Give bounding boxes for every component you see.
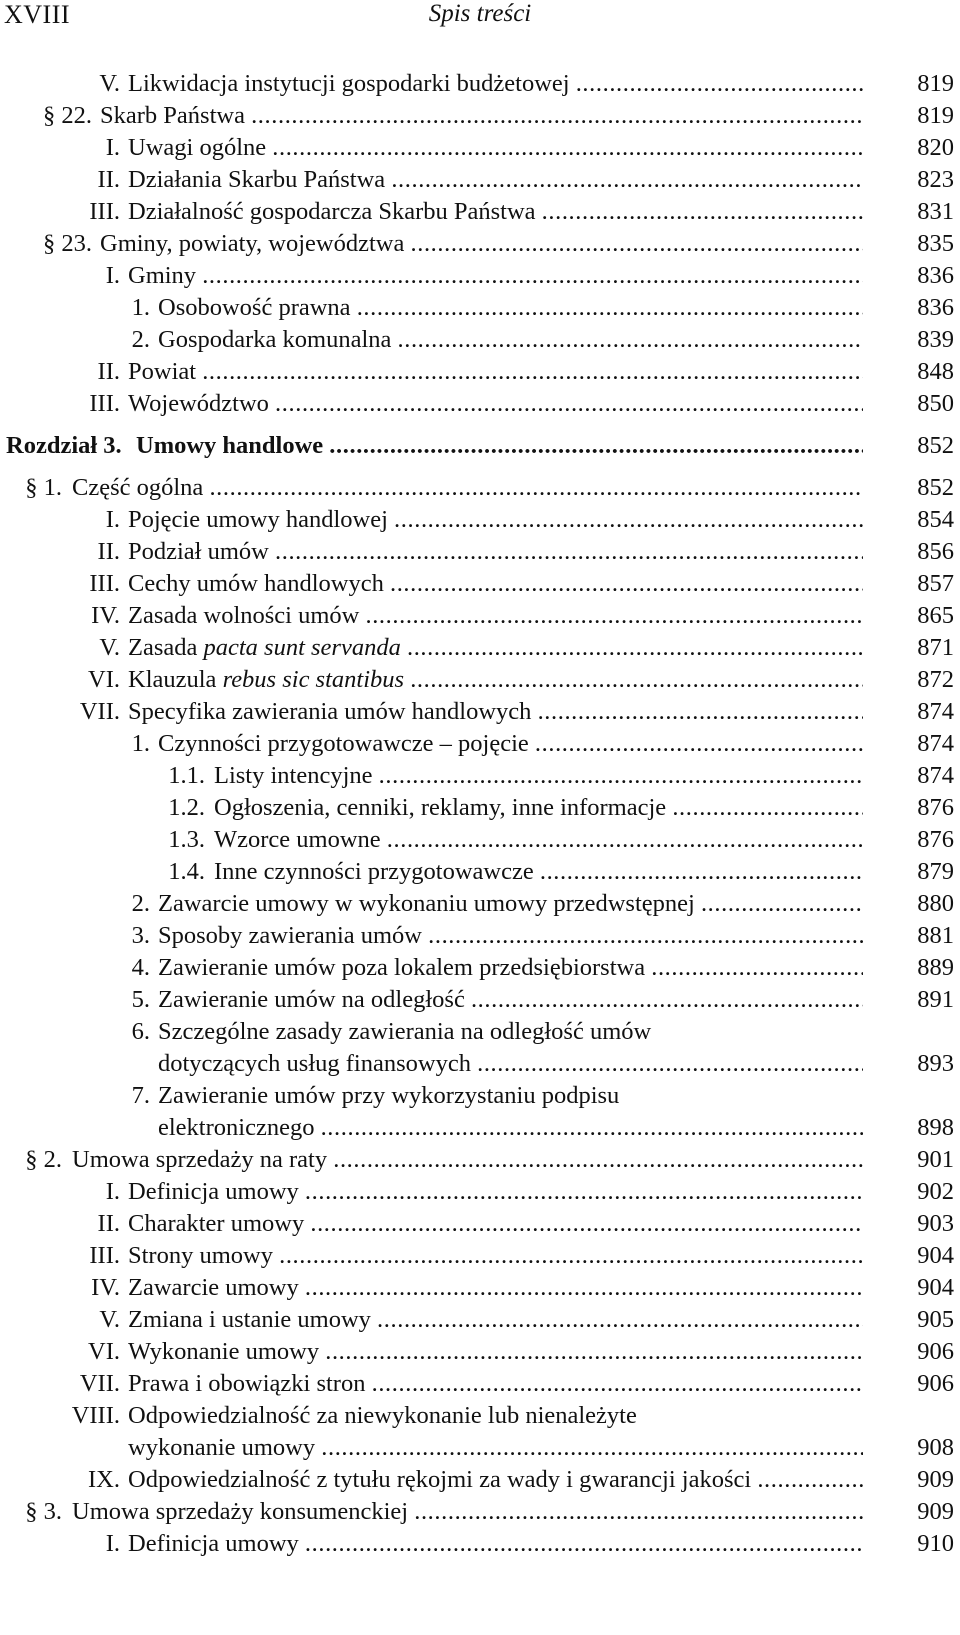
toc-entry-number: I. bbox=[105, 506, 120, 533]
toc-entry-number: Rozdział 3. bbox=[6, 432, 122, 459]
toc-entry[interactable] bbox=[0, 920, 960, 952]
toc-entry-title bbox=[72, 472, 863, 504]
toc-entry-title bbox=[158, 1048, 863, 1080]
toc-entry[interactable] bbox=[0, 1176, 960, 1208]
toc-entry-title bbox=[128, 356, 863, 388]
toc-entry-number: 1.4. bbox=[168, 858, 205, 885]
toc-entry-text: Definicja umowy bbox=[128, 1178, 299, 1205]
toc-page-number: 908 bbox=[917, 1434, 954, 1461]
toc-page-number: 909 bbox=[917, 1498, 954, 1525]
toc-entry-number: III. bbox=[89, 570, 120, 597]
toc-entry-number: III. bbox=[89, 198, 120, 225]
toc-entry[interactable] bbox=[0, 1016, 960, 1048]
toc-entry[interactable] bbox=[0, 1464, 960, 1496]
toc-entry-text: Pojęcie umowy handlowej bbox=[128, 506, 388, 533]
toc-page-number: 903 bbox=[917, 1210, 954, 1237]
toc-entry-text: Specyfika zawierania umów handlowych bbox=[128, 698, 532, 725]
toc-entry-number: 2. bbox=[131, 326, 150, 353]
toc-entry[interactable] bbox=[0, 952, 960, 984]
toc-entry-number: 3. bbox=[131, 922, 150, 949]
toc-entry-text: Skarb Państwa bbox=[100, 102, 245, 129]
toc-entry-title bbox=[72, 1144, 863, 1176]
toc-entry-title bbox=[158, 1112, 863, 1144]
toc-entry-number: II. bbox=[97, 358, 120, 385]
toc-chapter-row[interactable] bbox=[0, 430, 960, 462]
toc-entry-continuation[interactable] bbox=[0, 1112, 960, 1144]
toc-entry-title bbox=[128, 1304, 863, 1336]
toc-entry-text: Listy intencyjne bbox=[214, 762, 373, 789]
toc-entry-number: IX. bbox=[88, 1466, 120, 1493]
toc-entry-number: 6. bbox=[131, 1018, 150, 1045]
toc-page-number: 881 bbox=[917, 922, 954, 949]
toc-entry-text: Powiat bbox=[128, 358, 197, 385]
toc-entry-title bbox=[128, 696, 863, 728]
toc-entry-number: 1.1. bbox=[168, 762, 205, 789]
toc-entry[interactable] bbox=[0, 696, 960, 728]
toc-entry-title bbox=[128, 568, 863, 600]
toc-entry[interactable] bbox=[0, 760, 960, 792]
toc-page-number: 820 bbox=[917, 134, 954, 161]
toc-entry-number: V. bbox=[99, 70, 120, 97]
toc-entry-title bbox=[214, 856, 863, 888]
toc-entry-text: Zawarcie umowy w wykonaniu umowy przedwstępnej bbox=[158, 890, 695, 917]
toc-entry-number: 1.3. bbox=[168, 826, 205, 853]
toc-entry-number: II. bbox=[97, 166, 120, 193]
toc-page-number: 857 bbox=[917, 570, 954, 597]
toc-page-number: 874 bbox=[917, 730, 954, 757]
toc-entry-text: Umowa sprzedaży na raty bbox=[72, 1146, 328, 1173]
toc-entry-text: Zmiana i ustanie umowy bbox=[128, 1306, 371, 1333]
toc-page-number: 876 bbox=[917, 794, 954, 821]
toc-page-number: 839 bbox=[917, 326, 954, 353]
toc-entry[interactable] bbox=[0, 1240, 960, 1272]
toc-page-number: 879 bbox=[917, 858, 954, 885]
toc-entry-text: Gospodarka komunalna bbox=[158, 326, 392, 353]
toc-entry-title bbox=[128, 504, 863, 536]
toc-entry[interactable] bbox=[0, 568, 960, 600]
toc-page-number: 876 bbox=[917, 826, 954, 853]
toc-entry[interactable] bbox=[0, 600, 960, 632]
toc-entry[interactable] bbox=[0, 1368, 960, 1400]
toc-entry-text: Zawieranie umów poza lokalem przedsiębiorstwa bbox=[158, 954, 646, 981]
toc-entry[interactable] bbox=[0, 856, 960, 888]
toc-entry-text: Cechy umów handlowych bbox=[128, 570, 384, 597]
toc-entry-text: elektronicznego bbox=[158, 1114, 315, 1141]
toc-entry-number: § 2. bbox=[25, 1146, 62, 1173]
toc-entry-text: Wzorce umowne bbox=[214, 826, 381, 853]
toc-entry-text: Działalność gospodarcza Skarbu Państwa bbox=[128, 198, 536, 225]
toc-page-number: 891 bbox=[917, 986, 954, 1013]
toc-entry-number: I. bbox=[105, 134, 120, 161]
toc-entry-text: Zawarcie umowy bbox=[128, 1274, 299, 1301]
toc-entry-title bbox=[128, 600, 863, 632]
toc-entry-text: Zasada wolności umów bbox=[128, 602, 360, 629]
toc-entry-text: Zawieranie umów na odległość bbox=[158, 986, 465, 1013]
toc-entry[interactable] bbox=[0, 728, 960, 760]
toc-entry-number: V. bbox=[99, 634, 120, 661]
toc-page-number: 880 bbox=[917, 890, 954, 917]
toc-entry[interactable] bbox=[0, 388, 960, 420]
toc-entry-title bbox=[128, 132, 863, 164]
toc-entry-number: 1. bbox=[131, 294, 150, 321]
toc-entry-title bbox=[158, 888, 863, 920]
toc-entry-text: Ogłoszenia, cenniki, reklamy, inne informacje bbox=[214, 794, 667, 821]
toc-entry-title bbox=[128, 1368, 863, 1400]
toc-entry[interactable] bbox=[0, 632, 960, 664]
toc-page-number: 874 bbox=[917, 698, 954, 725]
toc-entry-continuation[interactable] bbox=[0, 1432, 960, 1464]
toc-entry[interactable] bbox=[0, 164, 960, 196]
toc-page-number: 898 bbox=[917, 1114, 954, 1141]
toc-entry-title: Szczególne zasady zawierania na odległość umów bbox=[158, 1018, 652, 1045]
toc-entry-title bbox=[128, 632, 863, 664]
toc-entry-continuation[interactable] bbox=[0, 1048, 960, 1080]
toc-entry-text: Sposoby zawierania umów bbox=[158, 922, 422, 949]
toc-entry[interactable] bbox=[0, 1080, 960, 1112]
toc-page-number: 909 bbox=[917, 1466, 954, 1493]
toc-entry-text: Część ogólna bbox=[72, 474, 204, 501]
toc-entry-title bbox=[128, 164, 863, 196]
toc-page-number: 856 bbox=[917, 538, 954, 565]
toc-entry[interactable] bbox=[0, 1528, 960, 1560]
toc-entry[interactable] bbox=[0, 196, 960, 228]
toc-entry-title bbox=[158, 292, 863, 324]
toc-page-number: 836 bbox=[917, 294, 954, 321]
toc-entry[interactable] bbox=[0, 100, 960, 132]
toc-entry-text: Gminy bbox=[128, 262, 197, 289]
toc-entry-title bbox=[158, 920, 863, 952]
toc-entry-title bbox=[214, 792, 863, 824]
toc-entry-number: § 1. bbox=[25, 474, 62, 501]
toc-entry[interactable] bbox=[0, 292, 960, 324]
toc-entry[interactable] bbox=[0, 324, 960, 356]
toc-entry-number: II. bbox=[97, 1210, 120, 1237]
toc-page-number: 831 bbox=[917, 198, 954, 225]
toc-entry-text: Definicja umowy bbox=[128, 1530, 299, 1557]
toc-entry-text: Podział umów bbox=[128, 538, 269, 565]
toc-page-number: 865 bbox=[917, 602, 954, 629]
toc-entry-text-italic: pacta sunt servanda bbox=[203, 634, 401, 661]
toc-entry-title: Zawieranie umów przy wykorzystaniu podpisu bbox=[158, 1082, 620, 1109]
toc-page-number: 874 bbox=[917, 762, 954, 789]
toc-entry-number: I. bbox=[105, 1530, 120, 1557]
toc-entry-number: VIII. bbox=[71, 1402, 120, 1429]
toc-entry-title bbox=[128, 388, 863, 420]
toc-entry[interactable] bbox=[0, 1400, 960, 1432]
toc-page-number: 871 bbox=[917, 634, 954, 661]
toc-entry-title bbox=[128, 1336, 863, 1368]
toc-entry[interactable] bbox=[0, 260, 960, 292]
toc-entry-number: VI. bbox=[88, 1338, 120, 1365]
toc-entry-number: § 3. bbox=[25, 1498, 62, 1525]
toc-entry-text: Likwidacja instytucji gospodarki budżetowej bbox=[128, 70, 570, 97]
toc-entry-title bbox=[128, 536, 863, 568]
toc-entry[interactable] bbox=[0, 1208, 960, 1240]
toc-entry-text: Odpowiedzialność z tytułu rękojmi za wady i gwarancji jakości bbox=[128, 1466, 752, 1493]
toc-page-number: 906 bbox=[917, 1338, 954, 1365]
toc-entry-text: wykonanie umowy bbox=[128, 1434, 316, 1461]
toc-entry-text: Uwagi ogólne bbox=[128, 134, 267, 161]
toc-entry-title bbox=[128, 1464, 863, 1496]
toc-entry-title: Odpowiedzialność za niewykonanie lub nienależyte bbox=[128, 1402, 637, 1429]
toc-entry-title bbox=[128, 1176, 863, 1208]
toc-entry-text: Czynności przygotowawcze – pojęcie bbox=[158, 730, 529, 757]
toc-page-number: 872 bbox=[917, 666, 954, 693]
toc-entry[interactable] bbox=[0, 228, 960, 260]
toc-entry-number: § 22. bbox=[43, 102, 92, 129]
toc-entry-title bbox=[100, 100, 863, 132]
toc-entry-number: 5. bbox=[131, 986, 150, 1013]
toc-entry[interactable] bbox=[0, 356, 960, 388]
toc-page-number: 854 bbox=[917, 506, 954, 533]
toc-page-number: 902 bbox=[917, 1178, 954, 1205]
toc-entry-text: Umowy handlowe bbox=[136, 432, 324, 459]
toc-entry-number: 2. bbox=[131, 890, 150, 917]
toc-page-number: 852 bbox=[917, 474, 954, 501]
toc-entry-text: Osobowość prawna bbox=[158, 294, 351, 321]
toc-entry-title bbox=[128, 1208, 863, 1240]
toc-entry[interactable] bbox=[0, 132, 960, 164]
toc-page-number: 889 bbox=[917, 954, 954, 981]
toc-entry-number: III. bbox=[89, 1242, 120, 1269]
toc-entry[interactable] bbox=[0, 984, 960, 1016]
toc-entry-number: IV. bbox=[91, 602, 120, 629]
toc-entry-text: Prawa i obowiązki stron bbox=[128, 1370, 366, 1397]
toc-page-number: 904 bbox=[917, 1242, 954, 1269]
toc-entry-title bbox=[128, 1432, 863, 1464]
toc-entry-title bbox=[72, 1496, 863, 1528]
toc-entry-title bbox=[128, 196, 863, 228]
toc-entry-title bbox=[128, 68, 863, 100]
toc-entry[interactable] bbox=[0, 664, 960, 696]
toc-page-number: 823 bbox=[917, 166, 954, 193]
toc-page-number: 906 bbox=[917, 1370, 954, 1397]
toc-page-number: 901 bbox=[917, 1146, 954, 1173]
toc-entry-number: II. bbox=[97, 538, 120, 565]
toc-entry-number: § 23. bbox=[43, 230, 92, 257]
toc-entry-text: Gminy, powiaty, województwa bbox=[100, 230, 405, 257]
toc-entry-number: 1. bbox=[131, 730, 150, 757]
toc-entry-number: VI. bbox=[88, 666, 120, 693]
toc-entry[interactable] bbox=[0, 1336, 960, 1368]
toc-entry-number: VII. bbox=[79, 1370, 120, 1397]
toc-entry[interactable] bbox=[0, 536, 960, 568]
toc-entry[interactable] bbox=[0, 1304, 960, 1336]
toc-entry-number: III. bbox=[89, 390, 120, 417]
toc-page-number: 819 bbox=[917, 102, 954, 129]
toc-entry-title bbox=[214, 760, 863, 792]
toc-entry-title bbox=[136, 430, 863, 462]
toc-entry-title bbox=[158, 984, 863, 1016]
toc-entry[interactable] bbox=[0, 1144, 960, 1176]
toc-entry[interactable] bbox=[0, 472, 960, 504]
toc-entry[interactable] bbox=[0, 68, 960, 100]
toc-entry-number: IV. bbox=[91, 1274, 120, 1301]
toc-entry-number: VII. bbox=[79, 698, 120, 725]
toc-page-number: 835 bbox=[917, 230, 954, 257]
toc-entry[interactable] bbox=[0, 1272, 960, 1304]
running-title: Spis treści bbox=[428, 0, 532, 27]
toc-entry-number: I. bbox=[105, 262, 120, 289]
toc-page-number: 850 bbox=[917, 390, 954, 417]
toc-entry[interactable] bbox=[0, 792, 960, 824]
toc-entry-text: Działania Skarbu Państwa bbox=[128, 166, 386, 193]
toc-entry-title bbox=[158, 728, 863, 760]
toc-entry-text: Umowa sprzedaży konsumenckiej bbox=[72, 1498, 409, 1525]
page-number: XVIII bbox=[4, 0, 71, 29]
page-header bbox=[0, 0, 960, 40]
toc-entry-text: Charakter umowy bbox=[128, 1210, 305, 1237]
toc-entry-text: Wykonanie umowy bbox=[128, 1338, 320, 1365]
toc-entry-title bbox=[128, 260, 863, 292]
toc-entry-number: V. bbox=[99, 1306, 120, 1333]
toc-entry-text: Klauzula bbox=[128, 666, 217, 693]
toc-entry-text: Inne czynności przygotowawcze bbox=[214, 858, 534, 885]
toc-entry-number: I. bbox=[105, 1178, 120, 1205]
toc-entry[interactable] bbox=[0, 1496, 960, 1528]
toc-page-number: 836 bbox=[917, 262, 954, 289]
toc-entry-title bbox=[158, 952, 863, 984]
toc-page-number: 819 bbox=[917, 70, 954, 97]
toc-entry-title bbox=[158, 324, 863, 356]
toc-entry[interactable] bbox=[0, 888, 960, 920]
toc-page-number: 904 bbox=[917, 1274, 954, 1301]
toc-entry-text-italic: rebus sic stantibus bbox=[222, 666, 405, 693]
toc-page-number: 852 bbox=[917, 432, 954, 459]
toc-entry-title bbox=[128, 664, 863, 696]
toc-entry-number: 7. bbox=[131, 1082, 150, 1109]
toc-entry-title bbox=[128, 1272, 863, 1304]
toc-entry-title bbox=[214, 824, 863, 856]
toc-entry-title bbox=[128, 1528, 863, 1560]
toc-entry-number: 1.2. bbox=[168, 794, 205, 821]
toc-entry-number: 4. bbox=[131, 954, 150, 981]
toc-page-number: 905 bbox=[917, 1306, 954, 1333]
toc-entry-title bbox=[100, 228, 863, 260]
toc-page-number: 893 bbox=[917, 1050, 954, 1077]
toc-entry-text: Strony umowy bbox=[128, 1242, 273, 1269]
toc-page-number: 910 bbox=[917, 1530, 954, 1557]
toc-entry-text: Zasada bbox=[128, 634, 198, 661]
toc-entry[interactable] bbox=[0, 824, 960, 856]
toc-entry-text: Województwo bbox=[128, 390, 269, 417]
toc-entry[interactable] bbox=[0, 504, 960, 536]
toc-entry-title bbox=[128, 1240, 863, 1272]
toc-page-number: 848 bbox=[917, 358, 954, 385]
toc-entry-text: dotyczących usług finansowych bbox=[158, 1050, 471, 1077]
